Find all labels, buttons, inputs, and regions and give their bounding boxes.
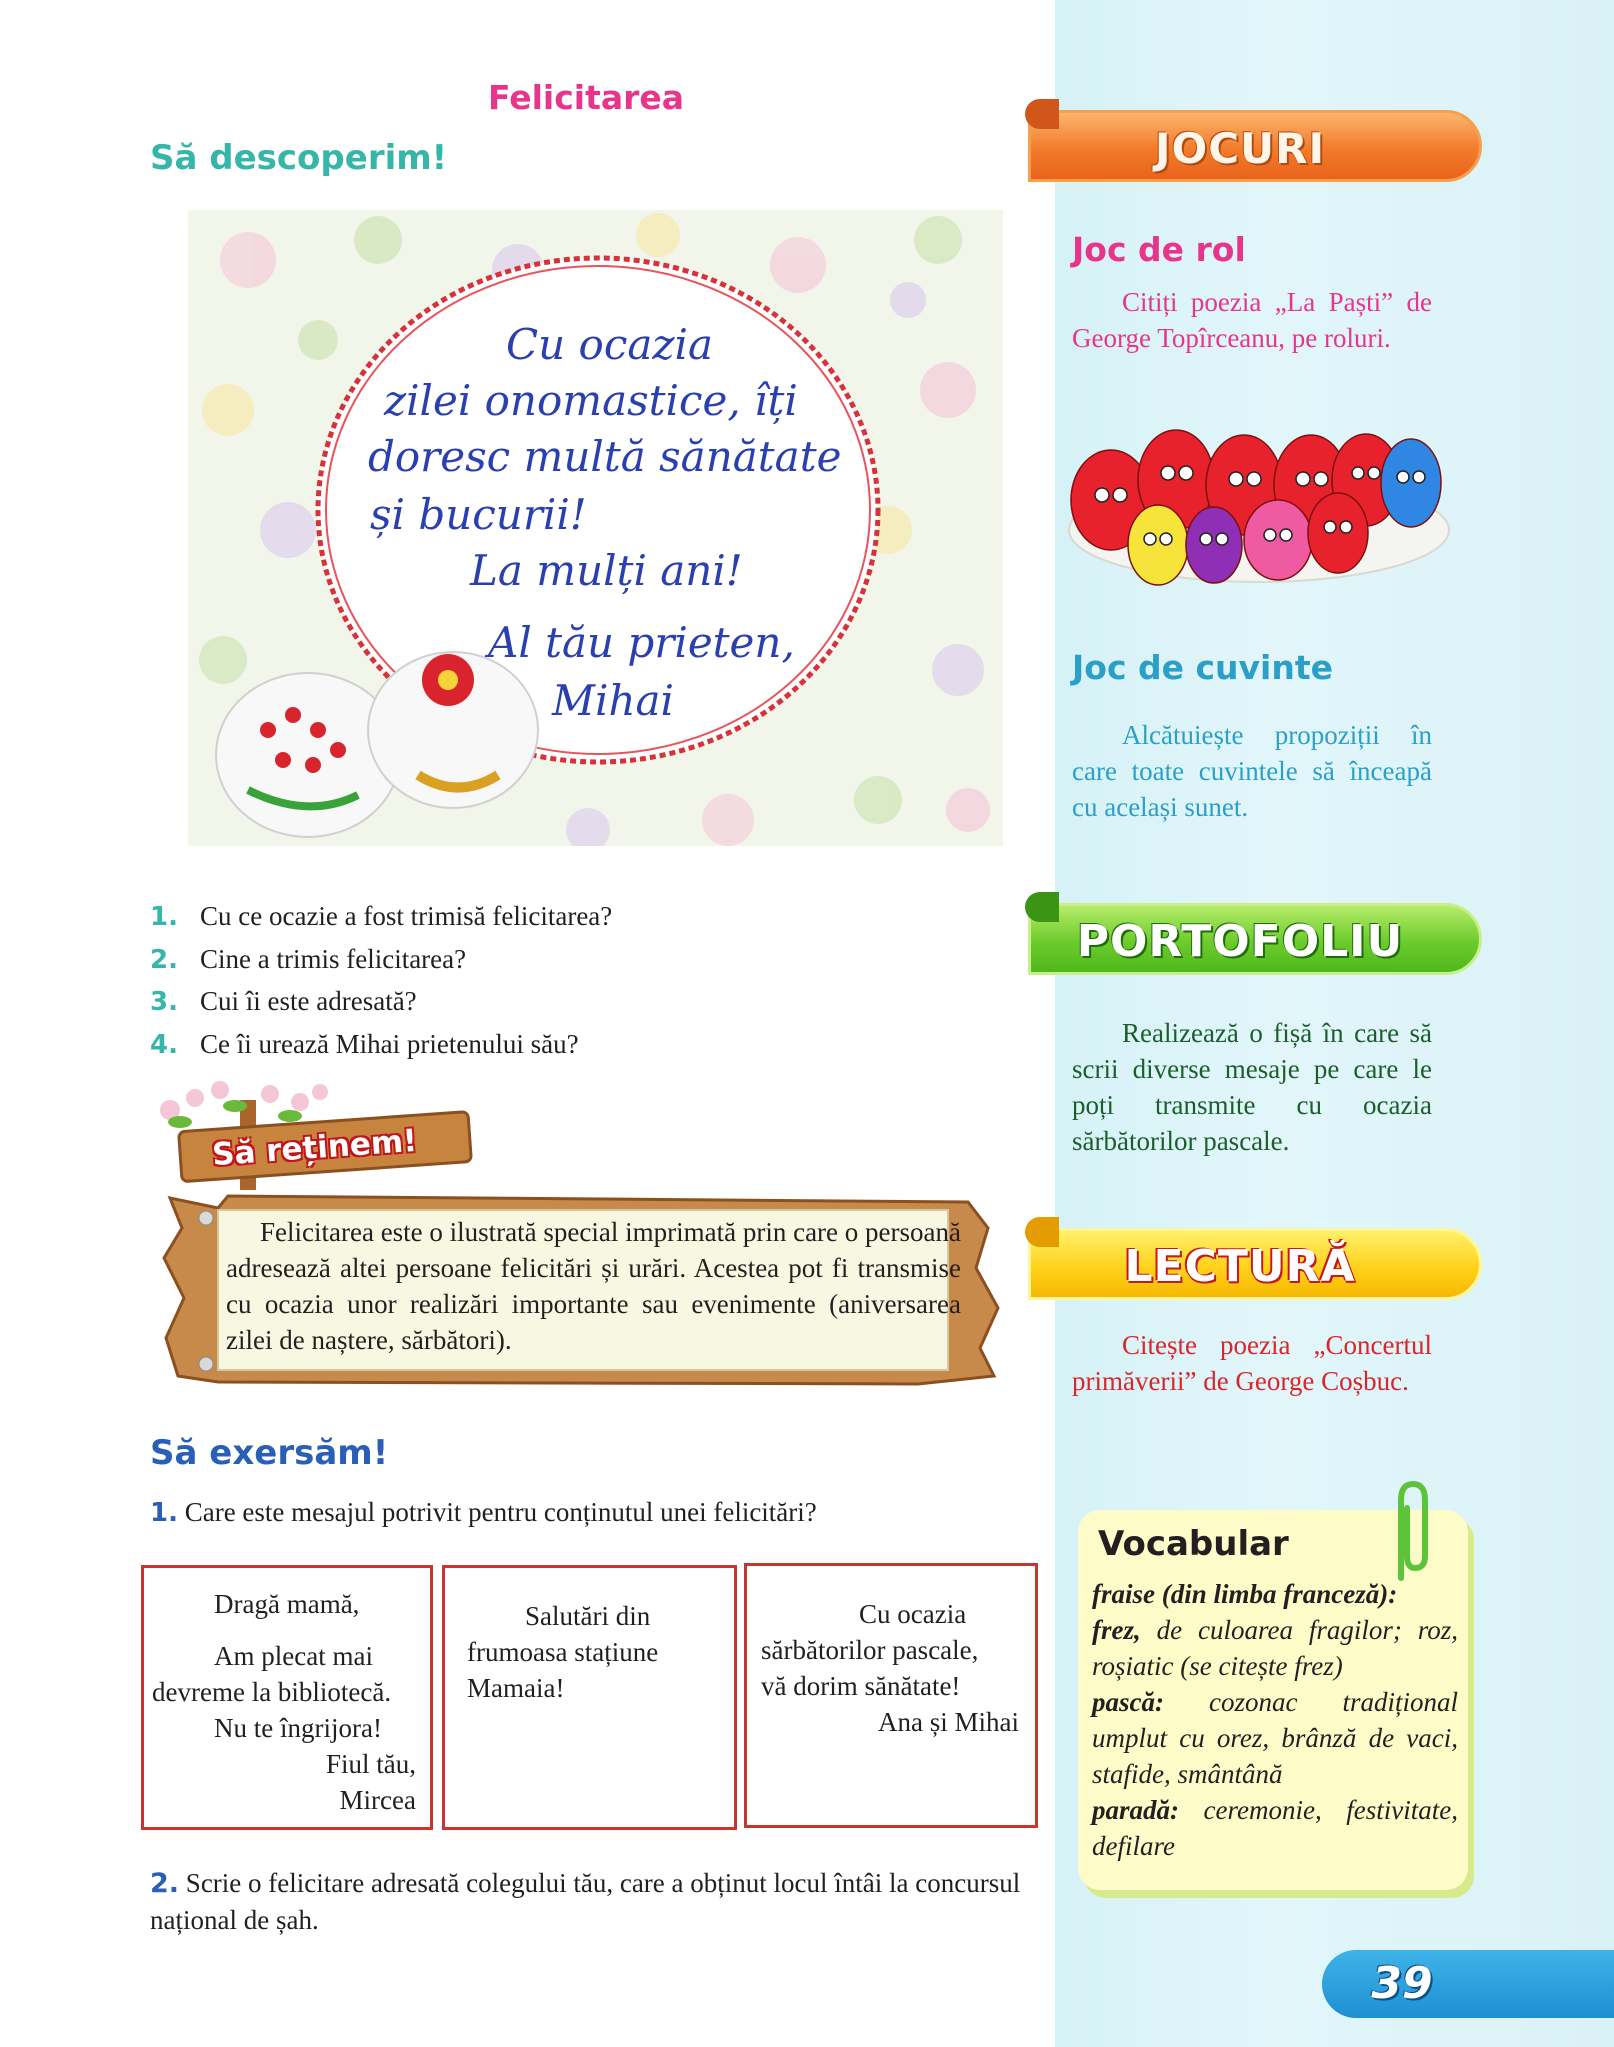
section-practice-heading: Să exersăm! bbox=[150, 1433, 389, 1473]
greeting-card-image bbox=[188, 210, 1003, 846]
exercise-text: Scrie o felicitare adresată colegului tău, care a obținut locul întâi la concursul național de șah. bbox=[150, 1868, 1021, 1935]
option-line: devreme la bibliotecă. bbox=[152, 1677, 392, 1707]
option-box-1 bbox=[141, 1565, 433, 1830]
lectura-banner bbox=[1028, 1228, 1482, 1300]
section-remember-heading: Să reținem! bbox=[210, 1122, 419, 1174]
option-line: Mircea bbox=[339, 1785, 416, 1815]
question-text: Ce îi urează Mihai prietenului său? bbox=[200, 1029, 579, 1059]
vocab-term: fraise (din limba franceză): bbox=[1092, 1579, 1398, 1609]
option-line: Salutări din bbox=[525, 1601, 651, 1631]
option-line: Dragă mamă, bbox=[214, 1589, 360, 1619]
vocabular-body bbox=[1092, 1576, 1458, 1864]
easter-eggs-illustration bbox=[1066, 405, 1452, 595]
question-number: 2. bbox=[150, 945, 178, 975]
jocuri-label: JOCURI bbox=[1154, 124, 1326, 173]
question-text: Cui îi este adresată? bbox=[200, 986, 417, 1016]
lectura-label: LECTURĂ bbox=[1124, 1241, 1356, 1292]
card-line: Al tău prieten, bbox=[488, 618, 795, 667]
option-box-2 bbox=[442, 1565, 737, 1830]
vocab-def: cozonac tradițional umplut cu orez, brânză de vaci, stafide, smântână bbox=[1092, 1687, 1458, 1789]
option-line: vă dorim sănătate! bbox=[761, 1671, 961, 1701]
question-number: 3. bbox=[150, 987, 178, 1017]
exercise-number: 2. bbox=[150, 1868, 180, 1899]
card-line: doresc multă sănătate bbox=[368, 432, 842, 481]
page-title: Felicitarea bbox=[488, 78, 685, 117]
card-line: și bucurii! bbox=[370, 490, 587, 539]
option-line: frumoasa stațiune bbox=[467, 1637, 659, 1667]
option-box-3 bbox=[744, 1563, 1038, 1828]
question-item bbox=[150, 898, 612, 935]
card-line: zilei onomastice, îți bbox=[384, 376, 798, 425]
lectura-text: Citește poezia „Concertul primăverii” de George Coșbuc. bbox=[1072, 1330, 1432, 1396]
question-number: 1. bbox=[150, 902, 178, 932]
remember-definition: Felicitarea este o ilustrată special imprimată prin care o persoană adresează altei persoane felicitări și urări. Acestea pot fi transmise cu ocazia unor realizări importante sau evenimente (aniversarea zilei de naștere, sărbători). bbox=[226, 1217, 961, 1355]
option-line: sărbătorilor pascale, bbox=[761, 1635, 979, 1665]
option-line: Nu te îngrijora! bbox=[214, 1713, 382, 1743]
question-text: Cine a trimis felicitarea? bbox=[200, 944, 467, 974]
jocuri-banner bbox=[1028, 110, 1482, 182]
vocab-def: ceremonie, festivitate, defilare bbox=[1092, 1795, 1458, 1861]
card-handwritten-message bbox=[188, 210, 1003, 846]
page-number: 39 bbox=[1371, 1958, 1433, 2009]
vocab-term: pască: bbox=[1092, 1687, 1164, 1717]
vocab-term: paradă: bbox=[1092, 1795, 1179, 1825]
question-text: Cu ce ocazie a fost trimisă felicitarea? bbox=[200, 901, 613, 931]
question-number: 4. bbox=[150, 1030, 178, 1060]
card-line: Cu ocazia bbox=[506, 320, 713, 369]
question-item bbox=[150, 1026, 579, 1063]
joc-cuvinte-title: Joc de cuvinte bbox=[1072, 648, 1334, 687]
portofoliu-label: PORTOFOLIU bbox=[1076, 916, 1404, 967]
exercise-2-prompt bbox=[150, 1865, 1040, 1938]
option-line: Fiul tău, bbox=[325, 1749, 416, 1779]
option-line: Cu ocazia bbox=[859, 1599, 967, 1629]
paperclip-icon bbox=[1385, 1478, 1435, 1582]
joc-rol-text: Citiți poezia „La Paști” de George Topîrceanu, pe roluri. bbox=[1072, 287, 1432, 353]
portofoliu-text: Realizează o fișă în care să scrii diverse mesaje pe care le poți transmite cu ocazia sărbătorilor pascale. bbox=[1072, 1018, 1432, 1156]
joc-rol-title: Joc de rol bbox=[1072, 230, 1246, 269]
option-line: Ana și Mihai bbox=[878, 1707, 1019, 1737]
vocab-def: de culoarea fragilor; roz, roșiatic (se citește frez) bbox=[1092, 1615, 1458, 1681]
card-line: Mihai bbox=[552, 676, 674, 725]
vocab-term: frez, bbox=[1092, 1615, 1141, 1645]
question-item bbox=[150, 983, 417, 1020]
exercise-1-prompt bbox=[150, 1494, 817, 1531]
section-discover-heading: Să descoperim! bbox=[150, 138, 448, 178]
exercise-text: Care este mesajul potrivit pentru conținutul unei felicitări? bbox=[184, 1497, 817, 1527]
question-item bbox=[150, 941, 466, 978]
vocabular-title: Vocabular bbox=[1098, 1524, 1289, 1564]
exercise-number: 1. bbox=[150, 1498, 178, 1528]
option-line: Mamaia! bbox=[467, 1673, 565, 1703]
page-number-tab bbox=[1322, 1950, 1614, 2018]
option-line: Am plecat mai bbox=[214, 1641, 373, 1671]
portofoliu-banner bbox=[1028, 903, 1482, 975]
joc-cuvinte-text: Alcătuiește propoziții în care toate cuvintele să înceapă cu același sunet. bbox=[1072, 720, 1432, 822]
card-line: La mulți ani! bbox=[470, 546, 743, 595]
